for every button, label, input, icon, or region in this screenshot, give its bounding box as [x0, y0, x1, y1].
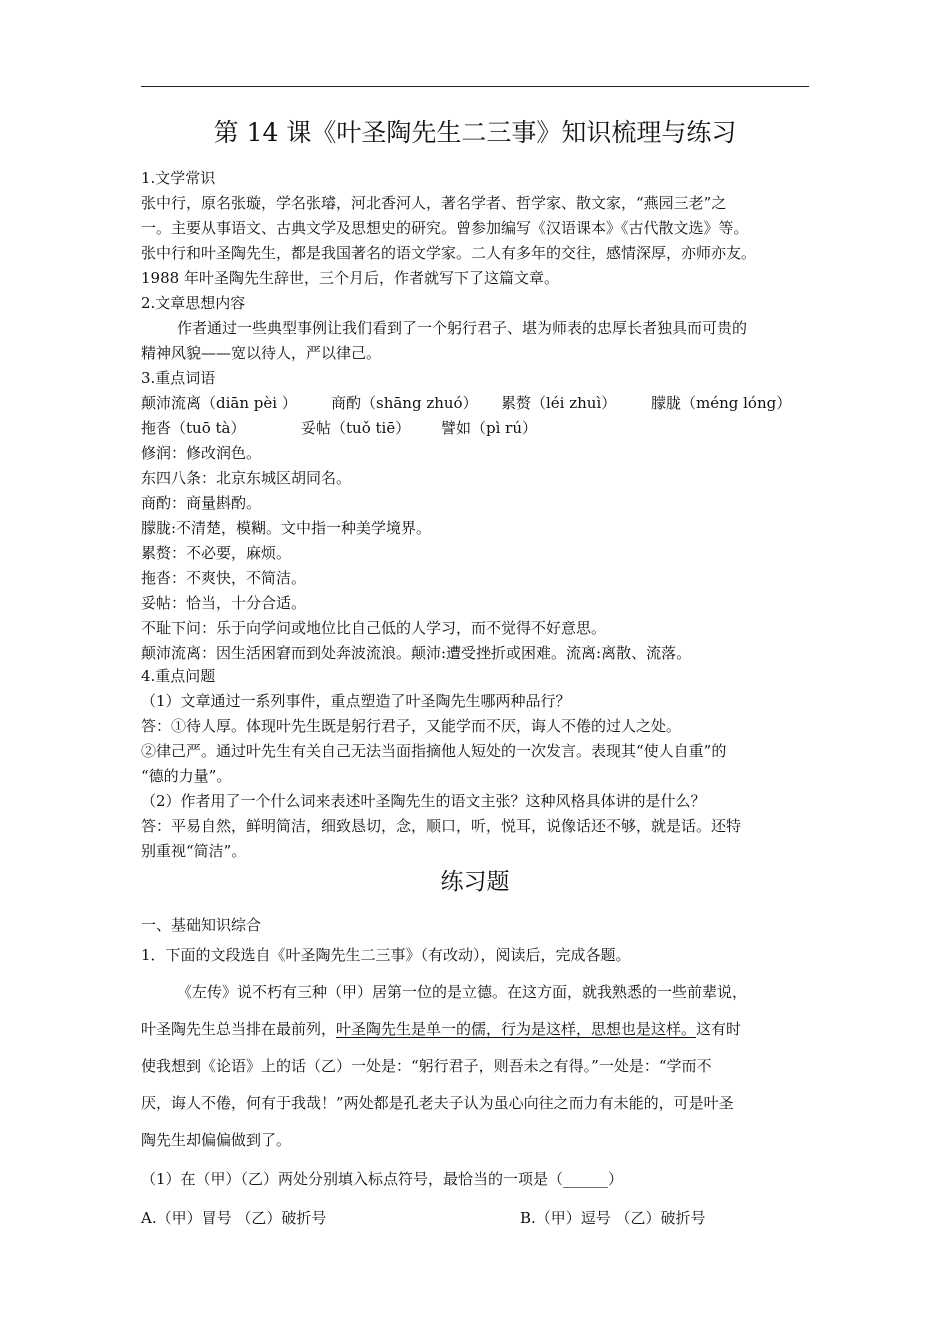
section-heading: 2.文章思想内容: [141, 294, 246, 312]
paragraph-line: 一。主要从事语文、古典文学及思想史的研究。曾参加编写《汉语课本》《古代散文选》等。: [141, 219, 749, 237]
question-line: （1）文章通过一系列事件，重点塑造了叶圣陶先生哪两种品行？: [141, 692, 571, 710]
pinyin-item: 妥帖（tuǒ tiē）: [301, 419, 411, 437]
pinyin-row: [141, 416, 809, 441]
section-heading: 4.重点问题: [141, 667, 216, 685]
definition-line: 妥帖：恰当，十分合适。: [141, 594, 307, 612]
exercise-heading: 练习题: [440, 869, 510, 895]
section-literary-knowledge: [141, 166, 809, 291]
passage-line: 陶先生却偏偏做到了。: [141, 1131, 292, 1149]
pinyin-item: 朦胧（méng lóng）: [651, 394, 792, 412]
pinyin-item: 譬如（pì rú）: [441, 419, 537, 437]
pinyin-row: [141, 391, 809, 416]
answer-line: ②律己严。通过叶先生有关自己无法当面指摘他人短处的一次发言。表现其“使人自重”的: [141, 742, 727, 760]
paragraph-line: 精神风貌——宽以待人，严以律己。: [141, 344, 382, 362]
definition-line: 累赘：不必要，麻烦。: [141, 544, 292, 562]
answer-line: 答：平易自然，鲜明简洁，细致恳切，念，顺口，听，悦耳，说像话还不够，就是话。还特: [141, 817, 742, 835]
definition-line: 颠沛流离：因生活困窘而到处奔波流浪。颠沛:遭受挫折或困难。流离:离散、流落。: [141, 644, 692, 662]
exercise-part-one: [141, 912, 809, 972]
pinyin-item: 颠沛流离（diān pèi ）: [141, 394, 297, 412]
passage-text: 叶圣陶先生总当排在最前列，: [141, 1020, 337, 1038]
part-heading: 一、基础知识综合: [141, 916, 262, 934]
paragraph-line: 张中行，原名张璇，学名张璿，河北香河人，著名学者、哲学家、散文家，“燕园三老”之: [141, 194, 727, 212]
passage-text: 这有时: [696, 1020, 742, 1038]
section-main-idea: [141, 291, 809, 366]
definition-line: 东四八条：北京东城区胡同名。: [141, 469, 352, 487]
answer-line: 别重视“简洁”。: [141, 842, 247, 860]
passage-line: [141, 1011, 809, 1048]
section-heading: 3.重点词语: [141, 369, 216, 387]
pinyin-item: 商酌（shāng zhuó）: [331, 394, 478, 412]
reading-passage: [141, 974, 809, 1159]
paragraph-line: 1988 年叶圣陶先生辞世，三个月后，作者就写下了这篇文章。: [141, 269, 559, 287]
definition-line: 拖沓：不爽快，不简洁。: [141, 569, 307, 587]
definition-line: 不耻下问：乐于向学问或地位比自己低的人学习，而不觉得不好意思。: [141, 619, 607, 637]
pinyin-item: 累赘（léi zhuì）: [501, 394, 617, 412]
question-line: （1）在（甲）（乙）两处分别填入标点符号，最恰当的一项是（______）: [141, 1170, 624, 1188]
section-heading: 1.文学常识: [141, 169, 216, 187]
header-rule: [141, 86, 809, 87]
page-title: 第 14 课《叶圣陶先生二三事》知识梳理与练习: [213, 118, 737, 147]
answer-line: “德的力量”。: [141, 767, 232, 785]
definition-line: 修润：修改润色。: [141, 444, 262, 462]
pinyin-item: 拖沓（tuō tà）: [141, 419, 246, 437]
passage-line: 《左传》说不朽有三种（甲）居第一位的是立德。在这方面，就我熟悉的一些前辈说，: [177, 983, 748, 1001]
option-a: A.（甲）冒号 （乙）破折号: [141, 1209, 327, 1227]
question-1: [141, 1167, 809, 1192]
definition-line: 商酌：商量斟酌。: [141, 494, 262, 512]
section-key-questions: [141, 664, 809, 864]
paragraph-line: 张中行和叶圣陶先生，都是我国著名的语文学家。二人有多年的交往，感情深厚，亦师亦友。: [141, 244, 757, 262]
question-line: （2）作者用了一个什么词来表述叶圣陶先生的语文主张？这种风格具体讲的是什么？: [141, 792, 706, 810]
section-key-words: [141, 366, 809, 666]
underlined-sentence: 叶圣陶先生是单一的儒，行为是这样，思想也是这样。: [336, 1020, 697, 1038]
exercise-item: 1．下面的文段选自《叶圣陶先生二三事》（有改动），阅读后，完成各题。: [141, 946, 631, 964]
paragraph-line: 作者通过一些典型事例让我们看到了一个躬行君子、堪为师表的忠厚长者独具而可贵的: [177, 319, 748, 337]
passage-line: 厌，诲人不倦，何有于我哉！”两处都是孔老夫子认为虽心向往之而力有未能的，可是叶圣: [141, 1094, 734, 1112]
definition-line: 朦胧:不清楚，模糊。文中指一种美学境界。: [141, 519, 432, 537]
passage-line: 使我想到《论语》上的话（乙）一处是：“躬行君子，则吾未之有得。”一处是：“学而不: [141, 1057, 712, 1075]
option-b: B.（甲）逗号 （乙）破折号: [520, 1209, 706, 1227]
answer-line: 答：①待人厚。体现叶先生既是躬行君子，又能学而不厌，诲人不倦的过人之处。: [141, 717, 682, 735]
